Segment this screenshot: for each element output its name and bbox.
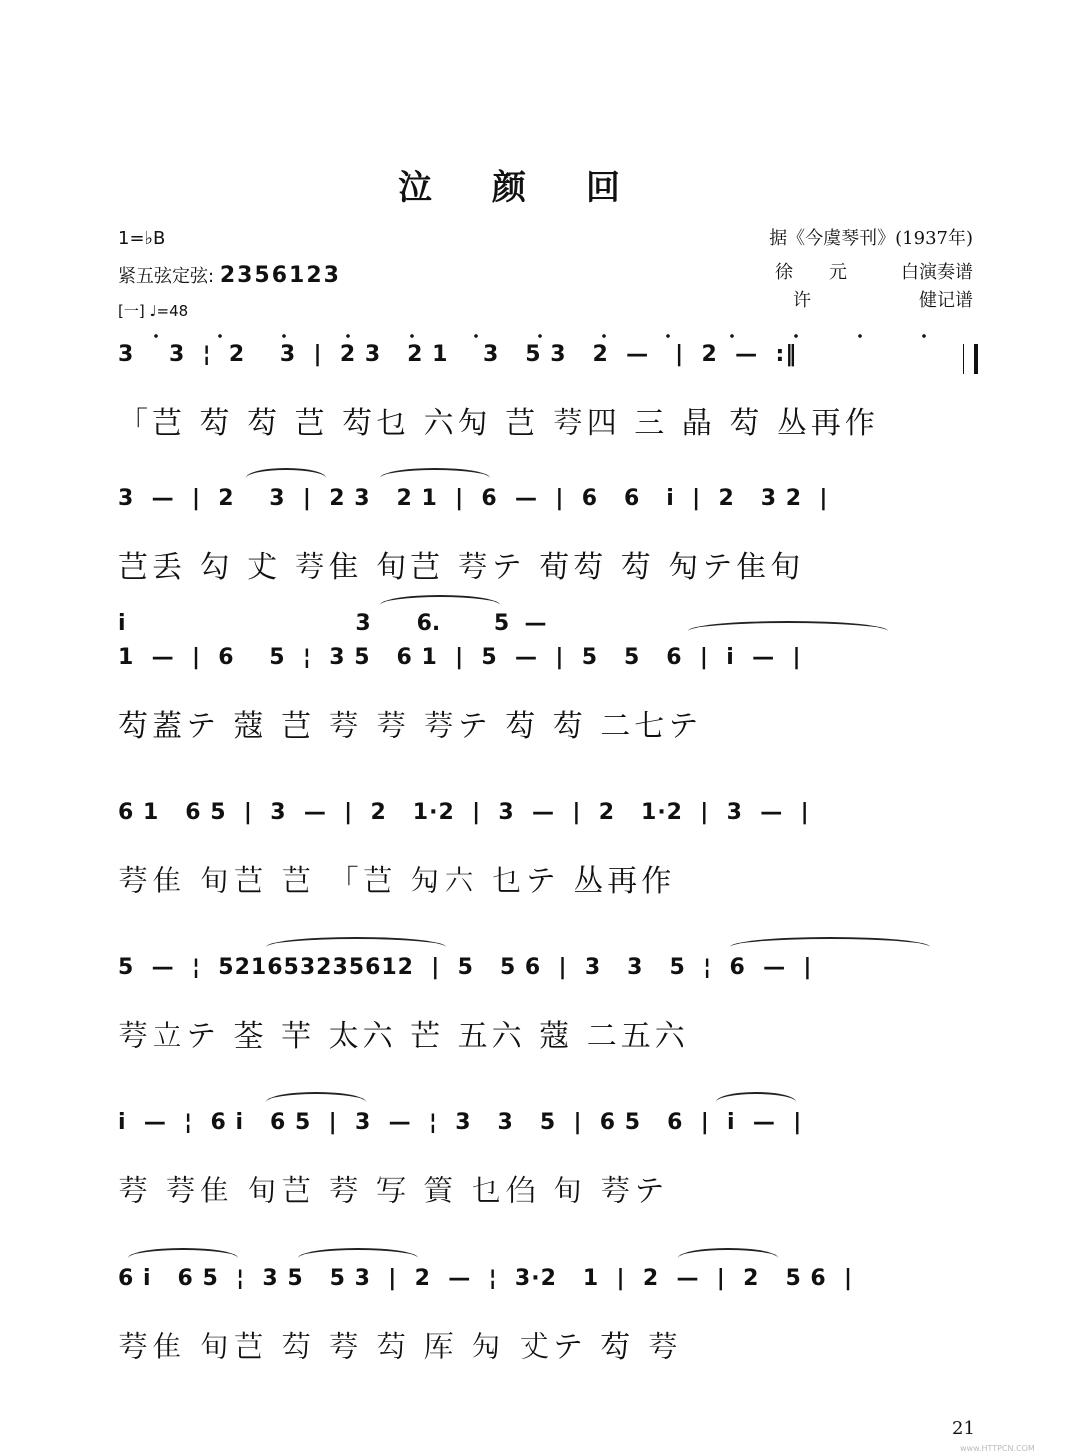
watermark-text: www.HTTPCN.COM <box>960 1444 1035 1453</box>
repeat-sign <box>963 344 978 374</box>
notation-system-1 <box>118 342 978 472</box>
jianpu-line: 3 — | 2 3 | 2 3 2 1 | 6 — | 6 6 i | 2 3 2 | <box>118 486 829 511</box>
jianpu-line: 5 — ¦ 521653235612 | 5 5 6 | 3 3 5 ¦ 6 — | <box>118 955 813 980</box>
tuning-line <box>118 262 341 288</box>
piece-title: 泣颜回 <box>398 168 680 208</box>
tablature-line: 「芑 芶 芶 芑 芶乜 六勼 芑 𦭃四 三 晶 芶 丛再作 <box>118 406 879 441</box>
tablature-line: 𦭃隹 旬芑 芶 𦭃 芶 厍 勼 𠀋テ 芶 𦭃 <box>118 1330 682 1365</box>
jianpu-line: 1 — | 6 5 ¦ 3 5 6 1 | 5 — | 5 5 6 | i — | <box>118 645 802 670</box>
tempo-marking: [一] ♩=48 <box>118 302 189 320</box>
octave-dots <box>118 332 978 340</box>
slur <box>688 621 888 641</box>
slur <box>128 1248 238 1268</box>
slur <box>380 468 490 488</box>
tuning-label: 紧五弦定弦: <box>118 266 215 287</box>
notation-system-3 <box>118 611 978 775</box>
notation-system-5 <box>118 955 978 1085</box>
slur <box>716 1092 796 1112</box>
slur <box>266 937 446 957</box>
notation-system-6 <box>118 1110 978 1240</box>
notation-system-4 <box>118 800 978 930</box>
tablature-line: 芑丢 勾 𠀋 𦭃隹 旬芑 𦭃テ 荀芶 芶 勼テ隹旬 <box>118 550 805 585</box>
slur <box>298 1248 418 1268</box>
slur <box>246 468 326 488</box>
tuning-notes: 2356123 <box>219 263 341 288</box>
tablature-line: 𦭃隹 旬芑 芑 「芑 勼六 乜テ 丛再作 <box>118 864 676 899</box>
notation-system-7 <box>118 1266 978 1396</box>
slur <box>266 1092 366 1112</box>
slur <box>678 1248 778 1268</box>
jianpu-line: 6 i 6 5 ¦ 3 5 5 3 | 2 — ¦ 3·2 1 | 2 — | 2 5 6 | <box>118 1266 854 1291</box>
tablature-line: 𦭃立テ 荃 芉 太六 芒 五六 蔻 二五六 <box>118 1019 689 1054</box>
jianpu-line: i — ¦ 6 i 6 5 | 3 — ¦ 3 3 5 | 6 5 6 | i — | <box>118 1110 803 1135</box>
jianpu-upper-line: i 3 6. 5 — <box>118 611 547 636</box>
source-line-3: 许 健记谱 <box>793 290 973 311</box>
source-line-1: 据《今虞琴刊》(1937年) <box>769 228 973 249</box>
notation-system-2 <box>118 486 978 616</box>
tablature-line: 芶蓋テ 蔻 芑 𦭃 𦭃 𦭃テ 芶 芶 二七テ <box>118 709 703 744</box>
key-signature: 1=♭B <box>118 228 166 249</box>
slur <box>380 595 500 615</box>
jianpu-line: 3 3 ¦ 2 3 | 2 3 2 1 3 5 3 2 — | 2 — :‖ <box>118 342 798 367</box>
jianpu-line: 6 1 6 5 | 3 — | 2 1·2 | 3 — | 2 1·2 | 3 — | <box>118 800 810 825</box>
page-number: 21 <box>952 1418 975 1439</box>
slur <box>730 937 930 957</box>
source-line-2: 徐 元 白演奏谱 <box>775 262 973 283</box>
tablature-line: 𦭃 𦭃隹 旬芑 𦭃 写 篢 乜㑇 旬 𦭃テ <box>118 1174 669 1209</box>
